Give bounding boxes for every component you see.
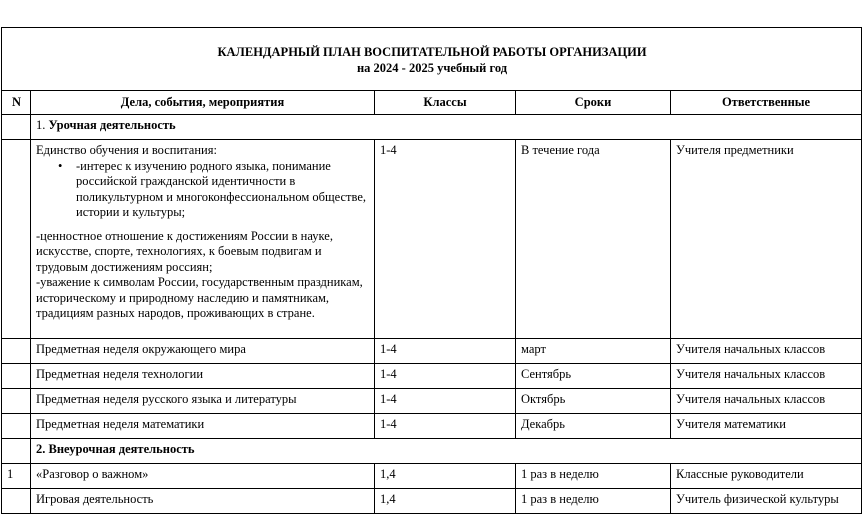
classes-cell: 1,4: [375, 489, 516, 514]
header-events: Дела, события, мероприятия: [31, 91, 375, 115]
table-row: [2, 140, 862, 339]
table-row: [2, 339, 862, 364]
row-num-cell: [2, 414, 31, 439]
event-cell: Предметная неделя окружающего мира: [31, 339, 375, 364]
terms-cell: 1 раз в неделю: [516, 464, 671, 489]
title-line-2: на 2024 - 2025 учебный год: [356, 60, 508, 75]
unity-intro: Единство обучения и воспитания:: [36, 143, 217, 157]
section-num-cell: [2, 115, 31, 140]
event-cell: «Разговор о важном»: [31, 464, 375, 489]
terms-cell: 1 раз в неделю: [516, 489, 671, 514]
classes-cell: 1-4: [375, 339, 516, 364]
event-cell: Игровая деятельность: [31, 489, 375, 514]
unity-classes: 1-4: [375, 140, 516, 339]
row-num-cell: 1: [2, 464, 31, 489]
table-row: [2, 389, 862, 414]
responsible-cell: Учителя начальных классов: [671, 364, 862, 389]
header-responsible: Ответственные: [671, 91, 862, 115]
section-title-2: 2. Внеурочная деятельность: [31, 439, 862, 464]
row-num-cell: [2, 140, 31, 339]
event-cell: Предметная неделя русского языка и литературы: [31, 389, 375, 414]
responsible-cell: Учитель физической культуры: [671, 489, 862, 514]
classes-cell: 1-4: [375, 389, 516, 414]
responsible-cell: Учителя начальных классов: [671, 389, 862, 414]
section-row-1: [2, 115, 862, 140]
title-row: [2, 28, 862, 91]
row-num-cell: [2, 489, 31, 514]
unity-para-1: -ценностное отношение к достижениям России в науке, искусстве, спорте, технологиях, к боевым подвигам и трудовым достижениям россиян;: [36, 228, 333, 274]
table-row: [2, 414, 862, 439]
header-row: [2, 91, 862, 115]
section-row-2: [2, 439, 862, 464]
event-cell: Предметная неделя технологии: [31, 364, 375, 389]
table-row: [2, 364, 862, 389]
row-num-cell: [2, 389, 31, 414]
responsible-cell: Учителя математики: [671, 414, 862, 439]
terms-cell: март: [516, 339, 671, 364]
header-terms: Сроки: [516, 91, 671, 115]
unity-terms: В течение года: [516, 140, 671, 339]
terms-cell: Сентябрь: [516, 364, 671, 389]
header-num: N: [2, 91, 31, 115]
responsible-cell: Учителя начальных классов: [671, 339, 862, 364]
classes-cell: 1-4: [375, 364, 516, 389]
row-num-cell: [2, 339, 31, 364]
table-title: [2, 28, 862, 91]
responsible-cell: Классные руководители: [671, 464, 862, 489]
section-title-1: [31, 115, 862, 140]
event-cell: Предметная неделя математики: [31, 414, 375, 439]
section-1-label: Урочная деятельность: [48, 118, 176, 132]
table-row: [2, 489, 862, 514]
unity-responsible: Учителя предметники: [671, 140, 862, 339]
title-line-1: КАЛЕНДАРНЫЙ ПЛАН ВОСПИТАТЕЛЬНОЙ РАБОТЫ ОРГАНИЗАЦИИ: [217, 44, 647, 59]
section-num-cell: [2, 439, 31, 464]
unity-bullet-text: -интерес к изучению родного языка, понимание российской гражданской идентичности в поликультурном и многоконфессиональном обществе, истории и культуры;: [76, 158, 367, 219]
unity-para-2: -уважение к символам России, государственным праздникам, историческому и природному наследию и памятникам, традициям разных народов, проживающих в стране.: [36, 275, 363, 320]
table-row: [2, 464, 862, 489]
terms-cell: Декабрь: [516, 414, 671, 439]
unity-list: [36, 159, 370, 221]
classes-cell: 1-4: [375, 414, 516, 439]
classes-cell: 1,4: [375, 464, 516, 489]
bullet-icon: •: [58, 158, 63, 173]
plan-table: [1, 27, 862, 514]
list-item: [36, 159, 370, 221]
section-1-number: 1.: [36, 118, 46, 132]
row-num-cell: [2, 364, 31, 389]
unity-cell: [31, 140, 375, 339]
terms-cell: Октябрь: [516, 389, 671, 414]
header-classes: Классы: [375, 91, 516, 115]
